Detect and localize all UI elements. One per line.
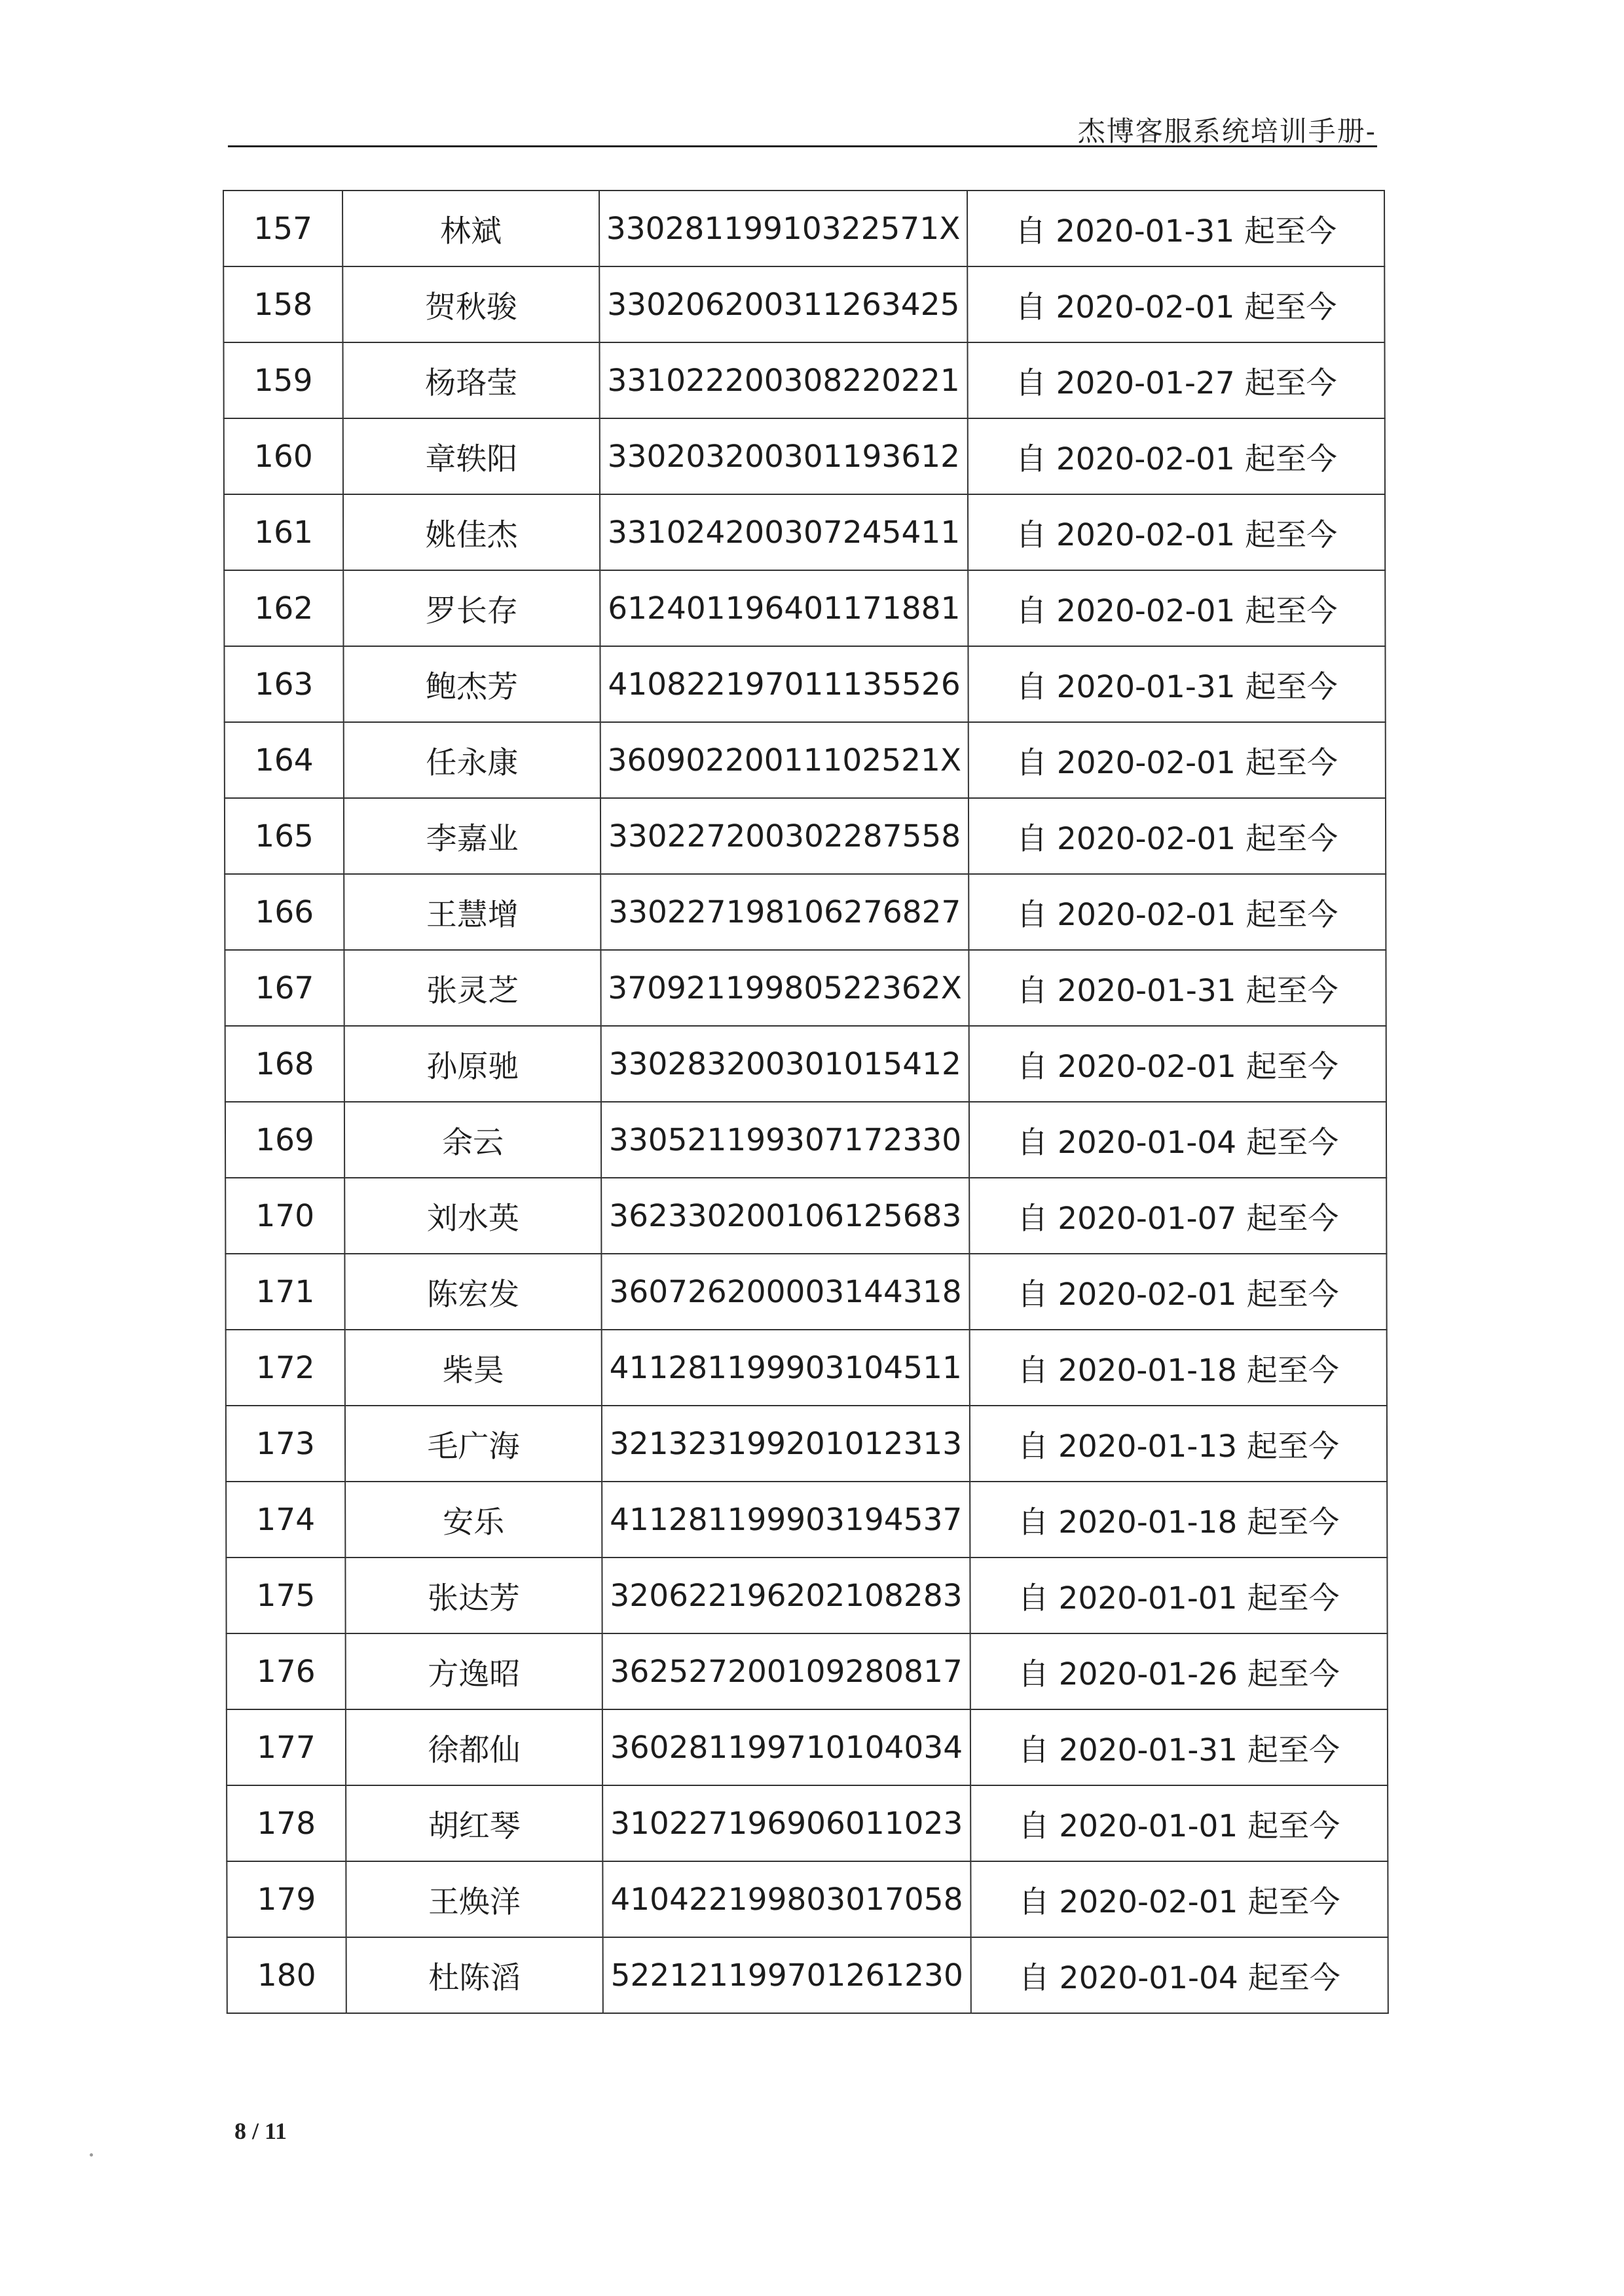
name-cell: 刘水英 — [344, 1178, 601, 1254]
table-row — [225, 1178, 1386, 1254]
row-number-cell: 169 — [225, 1102, 344, 1178]
table-row — [227, 1861, 1388, 1937]
id-number-cell: 36090220011102521X — [600, 722, 969, 798]
id-number-cell: 330206200311263425 — [599, 266, 967, 342]
date-cell: 自 2020-02-01 起至今 — [968, 570, 1385, 646]
id-number-cell: 330227198106276827 — [600, 874, 969, 950]
date-cell: 自 2020-01-18 起至今 — [970, 1482, 1387, 1558]
table-row — [225, 1102, 1386, 1178]
scan-speck — [90, 2153, 93, 2157]
id-number-cell: 612401196401171881 — [600, 570, 968, 646]
date-cell: 自 2020-01-31 起至今 — [970, 1709, 1388, 1785]
date-cell: 自 2020-02-01 起至今 — [968, 494, 1385, 570]
name-cell: 余云 — [344, 1102, 601, 1178]
id-number-cell: 33028119910322571X — [599, 191, 967, 266]
date-cell: 自 2020-01-04 起至今 — [969, 1102, 1386, 1178]
row-number-cell: 177 — [227, 1709, 346, 1785]
id-number-cell: 321323199201012313 — [602, 1406, 970, 1482]
table-row — [227, 1785, 1388, 1861]
name-cell: 罗长存 — [343, 570, 600, 646]
table-row — [224, 570, 1385, 646]
date-cell: 自 2020-02-01 起至今 — [970, 1861, 1388, 1937]
table-row — [225, 1254, 1386, 1330]
row-number-cell: 159 — [223, 342, 342, 418]
date-cell: 自 2020-02-01 起至今 — [969, 722, 1386, 798]
roster-table-body — [223, 191, 1388, 2013]
id-number-cell: 411281199903194537 — [602, 1482, 970, 1558]
id-number-cell: 330227200302287558 — [600, 798, 969, 874]
table-row — [224, 418, 1385, 494]
date-cell: 自 2020-01-31 起至今 — [969, 950, 1386, 1026]
date-cell: 自 2020-01-04 起至今 — [971, 1937, 1388, 2013]
name-cell: 陈宏发 — [344, 1254, 601, 1330]
table-row — [225, 874, 1386, 950]
name-cell: 徐都仙 — [346, 1709, 602, 1785]
id-number-cell: 331024200307245411 — [600, 494, 968, 570]
row-number-cell: 176 — [227, 1633, 346, 1709]
row-number-cell: 165 — [225, 798, 344, 874]
table-row — [224, 494, 1385, 570]
name-cell: 胡红琴 — [346, 1785, 602, 1861]
name-cell: 杜陈滔 — [346, 1937, 603, 2013]
roster-table — [223, 190, 1389, 2014]
table-row — [224, 646, 1385, 722]
table-row — [225, 950, 1386, 1026]
table-row — [225, 798, 1386, 874]
name-cell: 王慧增 — [344, 874, 600, 950]
table-row — [226, 1406, 1387, 1482]
id-number-cell: 410422199803017058 — [602, 1861, 970, 1937]
name-cell: 鲍杰芳 — [343, 646, 600, 722]
name-cell: 杨珞莹 — [342, 342, 599, 418]
date-cell: 自 2020-02-01 起至今 — [969, 874, 1386, 950]
name-cell: 林斌 — [342, 191, 599, 266]
id-number-cell: 362527200109280817 — [602, 1633, 970, 1709]
name-cell: 方逸昭 — [346, 1633, 602, 1709]
header-title: 杰博客服系统培训手册- — [1077, 115, 1376, 147]
date-cell: 自 2020-02-01 起至今 — [968, 418, 1385, 494]
row-number-cell: 162 — [224, 570, 343, 646]
id-number-cell: 362330200106125683 — [601, 1178, 969, 1254]
page-number: 8 / 11 — [234, 2118, 287, 2144]
date-cell: 自 2020-01-07 起至今 — [969, 1178, 1386, 1254]
name-cell: 贺秋骏 — [342, 266, 599, 342]
name-cell: 王焕洋 — [346, 1861, 602, 1937]
table-row — [227, 1937, 1388, 2013]
table-row — [226, 1558, 1387, 1633]
id-number-cell: 330203200301193612 — [600, 418, 968, 494]
name-cell: 柴昊 — [345, 1330, 602, 1406]
date-cell: 自 2020-02-01 起至今 — [969, 1254, 1386, 1330]
id-number-cell: 360726200003144318 — [601, 1254, 969, 1330]
date-cell: 自 2020-01-01 起至今 — [970, 1558, 1387, 1633]
id-number-cell: 331022200308220221 — [599, 342, 967, 418]
date-cell: 自 2020-01-31 起至今 — [968, 646, 1385, 722]
date-cell: 自 2020-01-13 起至今 — [970, 1406, 1387, 1482]
header-rule — [228, 145, 1377, 147]
table-row — [227, 1709, 1388, 1785]
id-number-cell: 37092119980522362X — [600, 950, 969, 1026]
date-cell: 自 2020-01-27 起至今 — [967, 342, 1384, 418]
table-row — [225, 722, 1386, 798]
row-number-cell: 157 — [223, 191, 342, 266]
name-cell: 张达芳 — [345, 1558, 602, 1633]
name-cell: 任永康 — [344, 722, 600, 798]
row-number-cell: 179 — [227, 1861, 346, 1937]
name-cell: 章轶阳 — [343, 418, 600, 494]
row-number-cell: 175 — [226, 1558, 345, 1633]
table-row — [223, 191, 1384, 266]
table-row — [225, 1026, 1386, 1102]
table-row — [226, 1330, 1387, 1406]
row-number-cell: 167 — [225, 950, 344, 1026]
name-cell: 孙原驰 — [344, 1026, 601, 1102]
id-number-cell: 330521199307172330 — [601, 1102, 969, 1178]
row-number-cell: 171 — [225, 1254, 344, 1330]
id-number-cell: 330283200301015412 — [601, 1026, 969, 1102]
table-row — [223, 342, 1384, 418]
date-cell: 自 2020-02-01 起至今 — [967, 266, 1384, 342]
name-cell: 姚佳杰 — [343, 494, 600, 570]
date-cell: 自 2020-01-26 起至今 — [970, 1633, 1388, 1709]
id-number-cell: 360281199710104034 — [602, 1709, 970, 1785]
id-number-cell: 320622196202108283 — [602, 1558, 970, 1633]
row-number-cell: 166 — [225, 874, 344, 950]
row-number-cell: 160 — [224, 418, 343, 494]
id-number-cell: 411281199903104511 — [602, 1330, 970, 1406]
date-cell: 自 2020-01-31 起至今 — [967, 191, 1384, 266]
row-number-cell: 174 — [226, 1482, 345, 1558]
date-cell: 自 2020-02-01 起至今 — [969, 798, 1386, 874]
row-number-cell: 178 — [227, 1785, 346, 1861]
row-number-cell: 180 — [227, 1937, 346, 2013]
row-number-cell: 161 — [224, 494, 343, 570]
id-number-cell: 310227196906011023 — [602, 1785, 970, 1861]
table-row — [226, 1482, 1387, 1558]
table-row — [227, 1633, 1388, 1709]
row-number-cell: 173 — [226, 1406, 345, 1482]
row-number-cell: 163 — [224, 646, 343, 722]
date-cell: 自 2020-01-18 起至今 — [970, 1330, 1387, 1406]
name-cell: 李嘉业 — [344, 798, 600, 874]
row-number-cell: 158 — [223, 266, 342, 342]
row-number-cell: 172 — [226, 1330, 345, 1406]
roster-table-wrapper — [223, 190, 1382, 2014]
row-number-cell: 170 — [225, 1178, 344, 1254]
row-number-cell: 168 — [225, 1026, 344, 1102]
name-cell: 安乐 — [345, 1482, 602, 1558]
date-cell: 自 2020-01-01 起至今 — [970, 1785, 1388, 1861]
row-number-cell: 164 — [225, 722, 344, 798]
name-cell: 张灵芝 — [344, 950, 600, 1026]
table-row — [223, 266, 1384, 342]
id-number-cell: 410822197011135526 — [600, 646, 968, 722]
date-cell: 自 2020-02-01 起至今 — [969, 1026, 1386, 1102]
name-cell: 毛广海 — [345, 1406, 602, 1482]
id-number-cell: 522121199701261230 — [603, 1937, 971, 2013]
